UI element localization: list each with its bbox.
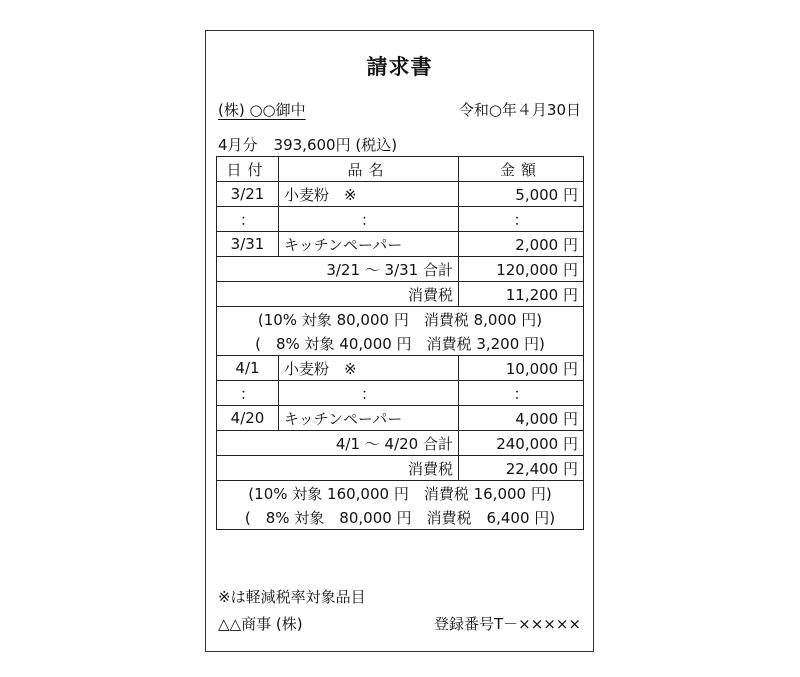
subtotal-amount: 240,000 円 xyxy=(459,431,584,456)
invoice-document xyxy=(205,30,594,652)
table-row xyxy=(217,406,584,431)
invoice-table xyxy=(216,156,584,530)
tax-row xyxy=(217,456,584,481)
tax-label: 消費税 xyxy=(217,456,459,481)
tax-label: 消費税 xyxy=(217,282,459,307)
row-item: キッチンペーパー xyxy=(279,406,459,431)
row-amount: ： xyxy=(459,207,584,232)
subtotal-label: 3/21 ～ 3/31 合計 xyxy=(217,257,459,282)
row-date: ： xyxy=(217,207,279,232)
tax-breakdown-row xyxy=(217,307,584,332)
tax-breakdown-row xyxy=(217,481,584,506)
row-amount: 2,000 円 xyxy=(459,232,584,257)
summary-amount: 393,600円 (税込) xyxy=(273,136,398,154)
table-row xyxy=(217,232,584,257)
row-date: 4/1 xyxy=(217,356,279,381)
invoice-date: 令和○年４月30日 xyxy=(458,101,581,119)
summary-month: 4月分 xyxy=(218,136,258,154)
subtotal-label: 4/1 ～ 4/20 合計 xyxy=(217,431,459,456)
header-date: 日付 xyxy=(217,157,279,182)
subtotal-row xyxy=(217,431,584,456)
row-date: 3/31 xyxy=(217,232,279,257)
registration-number: 登録番号T－××××× xyxy=(433,615,581,633)
row-item: 小麦粉 ※ xyxy=(279,356,459,381)
table-row xyxy=(217,356,584,381)
tax-breakdown-row xyxy=(217,331,584,356)
row-item: ： xyxy=(279,381,459,406)
row-amount: 4,000 円 xyxy=(459,406,584,431)
header-amount: 金額 xyxy=(459,157,584,182)
subtotal-row xyxy=(217,257,584,282)
row-date: ： xyxy=(217,381,279,406)
table-row xyxy=(217,207,584,232)
tax-breakdown-8: ( 8% 対象 40,000 円 消費税 3,200 円) xyxy=(217,331,584,356)
tax-breakdown-8: ( 8% 対象 80,000 円 消費税 6,400 円) xyxy=(217,505,584,530)
row-item: ： xyxy=(279,207,459,232)
monthly-summary xyxy=(218,134,397,155)
header-item: 品名 xyxy=(279,157,459,182)
tax-breakdown-10: (10% 対象 160,000 円 消費税 16,000 円) xyxy=(217,481,584,506)
table-row xyxy=(217,182,584,207)
tax-breakdown-row xyxy=(217,505,584,530)
tax-row xyxy=(217,282,584,307)
invoice-title: 請求書 xyxy=(366,55,433,79)
row-amount: 10,000 円 xyxy=(459,356,584,381)
tax-breakdown-10: (10% 対象 80,000 円 消費税 8,000 円) xyxy=(217,307,584,332)
reduced-tax-footnote: ※は軽減税率対象品目 xyxy=(218,588,366,606)
row-amount: ： xyxy=(459,381,584,406)
row-item: キッチンペーパー xyxy=(279,232,459,257)
addressee: (株) ○○御中 xyxy=(218,101,306,119)
table-header-row xyxy=(217,157,584,182)
row-item: 小麦粉 ※ xyxy=(279,182,459,207)
table-row xyxy=(217,381,584,406)
row-date: 3/21 xyxy=(217,182,279,207)
subtotal-amount: 120,000 円 xyxy=(459,257,584,282)
row-amount: 5,000 円 xyxy=(459,182,584,207)
tax-amount: 11,200 円 xyxy=(459,282,584,307)
tax-amount: 22,400 円 xyxy=(459,456,584,481)
row-date: 4/20 xyxy=(217,406,279,431)
issuer-name: △△商事 (株) xyxy=(218,615,303,633)
